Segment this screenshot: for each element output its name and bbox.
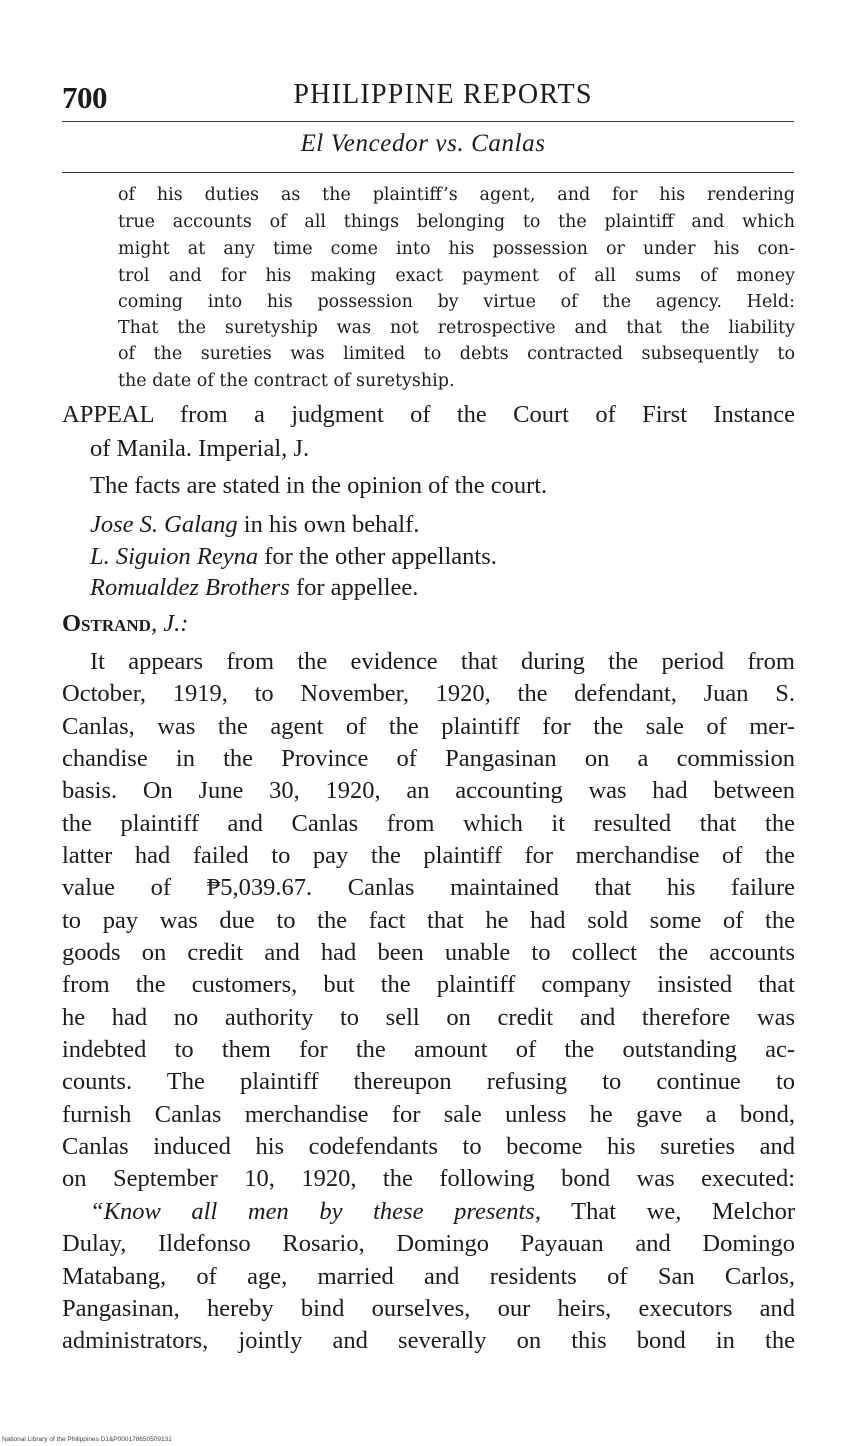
counsel-role: in his own behalf.: [237, 511, 420, 538]
scan-footer: National Library of the Philippines D1&P000178650509131: [2, 1436, 172, 1443]
syllabus-line: of his duties as the plaintiff’s agent, and for his rendering: [118, 185, 795, 205]
opinion-line: on September 10, 1920, the following bond was executed:: [62, 1165, 795, 1192]
syllabus-line: coming into his possession by virtue of the agency. Held:: [118, 292, 795, 312]
counsel-line: [90, 574, 418, 602]
opinion-line: he had no authority to sell on credit and therefore was: [62, 1004, 795, 1031]
page-number: 700: [62, 80, 107, 115]
opinion-line: counts. The plaintiff thereupon refusing to continue to: [62, 1068, 795, 1095]
opinion-line: goods on credit and had been unable to collect the accounts: [62, 939, 795, 966]
opinion-line: It appears from the evidence that during the period from: [90, 648, 795, 675]
case-title: El Vencedor vs. Canlas: [300, 130, 546, 157]
bond-line: administrators, jointly and severally on this bond in the: [62, 1327, 795, 1354]
bond-line: [90, 1198, 795, 1226]
opinion-line: from the customers, but the plaintiff company insisted that: [62, 971, 795, 998]
syllabus-line: of the sureties was limited to debts contracted subsequently to: [118, 344, 795, 364]
opinion-line: indebted to them for the amount of the outstanding ac-: [62, 1036, 795, 1063]
counsel-name: Romualdez Brothers: [90, 574, 290, 601]
facts-statement: The facts are stated in the opinion of the court.: [90, 472, 548, 499]
appeal-line: APPEAL from a judgment of the Court of First Instance: [62, 401, 795, 428]
opinion-line: basis. On June 30, 1920, an accounting was had between: [62, 777, 795, 804]
opinion-line: the plaintiff and Canlas from which it resulted that the: [62, 810, 795, 837]
bond-line: Matabang, of age, married and residents of San Carlos,: [62, 1263, 795, 1290]
opinion-line: latter had failed to pay the plaintiff for merchandise of the: [62, 842, 795, 869]
judge-suffix: , J.:: [150, 610, 189, 637]
syllabus-line: the date of the contract of suretyship.: [118, 371, 455, 391]
running-header-title: PHILIPPINE REPORTS: [293, 79, 593, 110]
header-rule-bottom: [62, 172, 794, 173]
counsel-name: L. Siguion Reyna: [90, 543, 259, 570]
counsel-line: [90, 543, 497, 571]
judge-name: Ostrand: [62, 610, 151, 637]
opinion-line: value of ₱5,039.67. Canlas maintained that his failure: [62, 874, 795, 901]
bond-line: Pangasinan, hereby bind ourselves, our heirs, executors and: [62, 1295, 795, 1322]
counsel-line: [90, 511, 419, 539]
opinion-line: furnish Canlas merchandise for sale unless he gave a bond,: [62, 1101, 795, 1128]
syllabus-line: That the suretyship was not retrospective and that the liability: [118, 318, 795, 338]
bond-line: Dulay, Ildefonso Rosario, Domingo Payauan and Domingo: [62, 1230, 795, 1257]
bond-opening: “Know all men by these presents,: [90, 1198, 541, 1225]
syllabus-line: might at any time come into his possession or under his con-: [118, 239, 795, 259]
counsel-name: Jose S. Galang: [90, 511, 238, 538]
opinion-line: Canlas, was the agent of the plaintiff for the sale of mer-: [62, 713, 795, 740]
syllabus-line: trol and for his making exact payment of all sums of money: [118, 266, 795, 286]
opinion-line: to pay was due to the fact that he had sold some of the: [62, 907, 795, 934]
judge-heading: [62, 610, 188, 638]
counsel-role: for appellee.: [289, 574, 419, 601]
counsel-role: for the other appellants.: [258, 543, 497, 570]
opinion-line: Canlas induced his codefendants to become his sureties and: [62, 1133, 795, 1160]
header-rule-top: [62, 121, 794, 122]
appeal-line: of Manila. Imperial, J.: [90, 435, 310, 462]
syllabus-line: true accounts of all things belonging to the plaintiff and which: [118, 212, 795, 232]
opinion-line: October, 1919, to November, 1920, the defendant, Juan S.: [62, 680, 795, 707]
opinion-line: chandise in the Province of Pangasinan on a commission: [62, 745, 795, 772]
bond-text: That we, Melchor: [540, 1198, 795, 1225]
